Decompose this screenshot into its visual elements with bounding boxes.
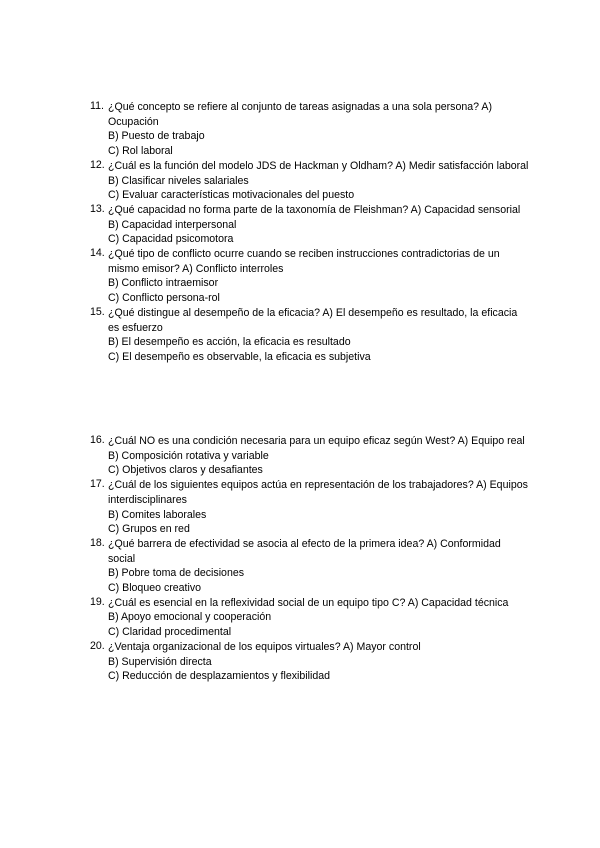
question-stem: ¿Ventaja organizacional de los equipos virtuales? A) Mayor control	[108, 640, 421, 653]
question-stem: ¿Qué concepto se refiere al conjunto de tareas asignadas a una sola persona? A) Ocupación	[108, 101, 492, 128]
question-stem: ¿Qué capacidad no forma parte de la taxonomía de Fleishman? A) Capacidad sensorial	[108, 203, 521, 216]
question-stem: ¿Cuál es la función del modelo JDS de Hackman y Oldham? A) Medir satisfacción laboral	[108, 159, 529, 172]
question-stem: ¿Qué tipo de conflicto ocurre cuando se reciben instrucciones contradictorias de un mismo emisor? A) Conflicto interroles	[108, 248, 500, 275]
option-c: C) Objetivos claros y desafiantes	[108, 464, 263, 477]
question-number: 20.	[90, 639, 105, 652]
question-18	[90, 537, 530, 596]
option-c: C) Rol laboral	[108, 145, 173, 158]
option-c: C) Conflicto persona-rol	[108, 292, 220, 305]
question-20	[90, 640, 530, 684]
option-c: C) Claridad procedimental	[108, 626, 232, 639]
option-c: C) Bloqueo creativo	[108, 582, 202, 595]
question-stem: ¿Qué distingue al desempeño de la eficacia? A) El desempeño es resultado, la eficacia es esfuerzo	[108, 306, 518, 334]
question-17	[90, 478, 530, 537]
question-14	[90, 247, 530, 306]
option-c: C) Evaluar características motivacionales del puesto	[108, 189, 355, 202]
option-b: B) Capacidad interpersonal	[108, 218, 237, 231]
question-number: 12.	[90, 158, 105, 171]
question-block-2	[90, 434, 530, 684]
question-19	[90, 596, 530, 640]
option-c: C) Capacidad psicomotora	[108, 233, 234, 246]
question-number: 16.	[90, 434, 105, 446]
question-stem: ¿Cuál NO es una condición necesaria para un equipo eficaz según West? A) Equipo real	[108, 435, 525, 447]
option-b: B) Apoyo emocional y cooperación	[108, 611, 272, 624]
question-number: 14.	[90, 247, 105, 260]
question-number: 19.	[90, 595, 105, 608]
question-number: 18.	[90, 536, 105, 549]
option-b: B) Conflicto intraemisor	[108, 277, 219, 290]
question-15	[90, 306, 530, 365]
option-b: B) Pobre toma de decisiones	[108, 567, 245, 580]
question-number: 13.	[90, 202, 105, 215]
option-c: C) Reducción de desplazamientos y flexibilidad	[108, 670, 330, 683]
question-12	[90, 159, 530, 203]
option-c: C) Grupos en red	[108, 523, 190, 536]
question-13	[90, 203, 530, 247]
option-c: C) El desempeño es observable, la eficacia es subjetiva	[108, 350, 371, 363]
question-stem: ¿Qué barrera de efectividad se asocia al efecto de la primera idea? A) Conformidad social	[108, 537, 501, 565]
question-11	[90, 100, 530, 159]
option-b: B) Supervisión directa	[108, 655, 212, 668]
question-number: 17.	[90, 478, 105, 491]
question-number: 11.	[90, 100, 104, 112]
question-number: 15.	[90, 305, 105, 318]
question-stem: ¿Cuál es esencial en la reflexividad social de un equipo tipo C? A) Capacidad técnica	[108, 596, 509, 609]
question-stem: ¿Cuál de los siguientes equipos actúa en representación de los trabajadores? A) Equipos interdisciplinares	[108, 479, 528, 506]
question-16	[90, 434, 530, 478]
option-b: B) Clasificar niveles salariales	[108, 174, 249, 187]
option-b: B) El desempeño es acción, la eficacia es resultado	[108, 336, 351, 349]
option-b: B) Composición rotativa y variable	[108, 449, 269, 462]
option-b: B) Puesto de trabajo	[108, 130, 205, 143]
question-block-1	[90, 100, 530, 365]
option-b: B) Comites laborales	[108, 508, 207, 521]
